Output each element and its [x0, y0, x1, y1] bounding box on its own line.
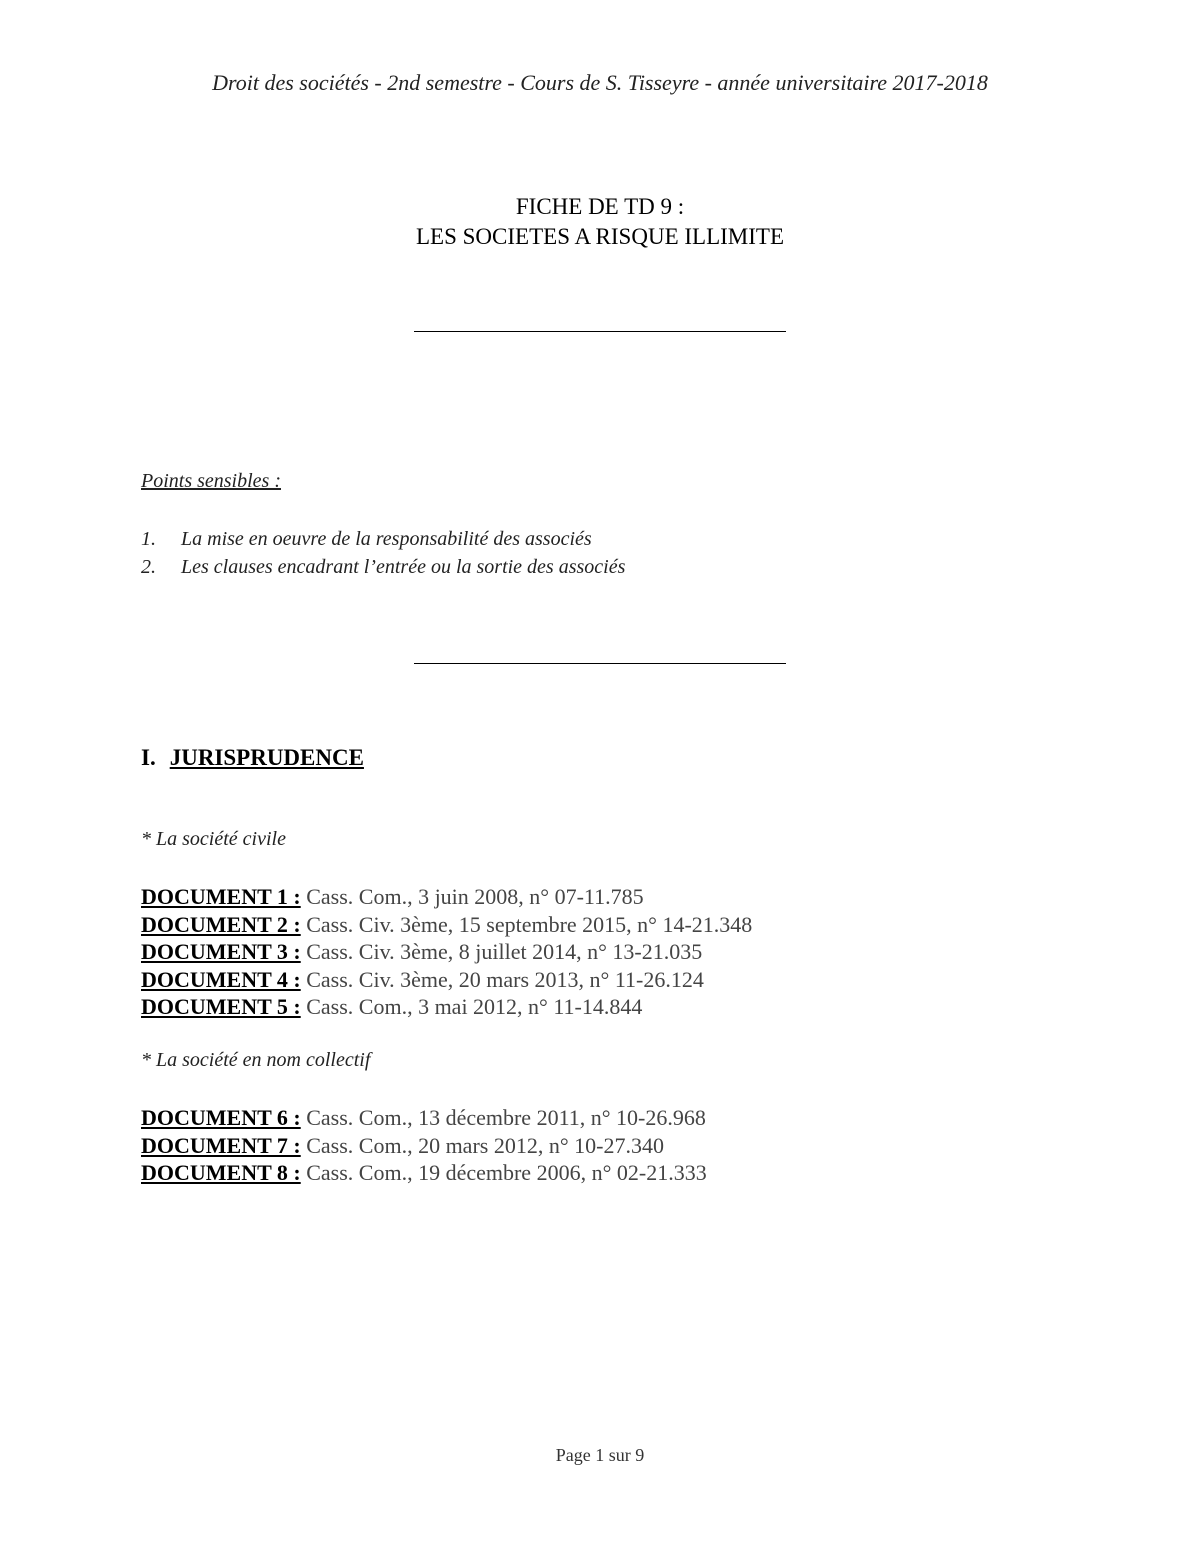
- title-line-2: LES SOCIETES A RISQUE ILLIMITE: [416, 224, 784, 249]
- divider-top: [414, 331, 786, 332]
- running-header: Droit des sociétés - 2nd semestre - Cours de S. Tisseyre - année universitaire 2017-2018: [212, 70, 988, 95]
- document-label: DOCUMENT 2 :: [141, 911, 301, 937]
- document-item: [141, 1104, 707, 1132]
- document-reference: Cass. Civ. 3ème, 20 mars 2013, n° 11-26.124: [300, 966, 704, 992]
- list-item: [141, 553, 625, 581]
- document-list-societe-civile: [141, 883, 752, 1021]
- document-reference: Cass. Com., 3 juin 2008, n° 07-11.785: [300, 884, 644, 909]
- section-number: I.: [141, 745, 156, 770]
- document-reference: Cass. Civ. 3ème, 15 septembre 2015, n° 14-21.348: [300, 911, 753, 937]
- section-label: JURISPRUDENCE: [169, 745, 364, 770]
- title-line-1: FICHE DE TD 9 :: [515, 194, 685, 219]
- list-item: [141, 525, 625, 553]
- list-item-number: 1.: [141, 528, 156, 550]
- page-title: [0, 192, 1200, 252]
- list-item-text: Les clauses encadrant l’entrée ou la sortie des associés: [181, 556, 626, 578]
- document-reference: Cass. Com., 19 décembre 2006, n° 02-21.333: [300, 1160, 707, 1185]
- document-item: [141, 1132, 707, 1160]
- document-reference: Cass. Civ. 3ème, 8 juillet 2014, n° 13-21.035: [300, 939, 703, 964]
- document-item: [141, 938, 752, 966]
- document-item: [141, 966, 752, 994]
- document-label: DOCUMENT 7 :: [141, 1132, 301, 1158]
- document-label: DOCUMENT 3 :: [141, 939, 301, 964]
- document-reference: Cass. Com., 20 mars 2012, n° 10-27.340: [300, 1132, 664, 1158]
- list-item-text: La mise en oeuvre de la responsabilité des associés: [181, 528, 592, 550]
- document-label: DOCUMENT 8 :: [141, 1160, 301, 1185]
- document-item: [141, 993, 752, 1021]
- group-heading-societe-civile: * La société civile: [141, 828, 286, 850]
- section-heading: [141, 745, 364, 771]
- document-item: [141, 883, 752, 911]
- document-list-societe-en-nom-collectif: [141, 1104, 707, 1187]
- group-heading-societe-en-nom-collectif: * La société en nom collectif: [141, 1049, 371, 1071]
- page-number-footer: Page 1 sur 9: [555, 1445, 645, 1465]
- document-label: DOCUMENT 6 :: [141, 1105, 301, 1130]
- document-label: DOCUMENT 1 :: [141, 884, 301, 909]
- divider-bottom: [414, 663, 786, 664]
- points-sensibles-list: [141, 525, 625, 581]
- document-reference: Cass. Com., 13 décembre 2011, n° 10-26.968: [300, 1105, 706, 1130]
- document-reference: Cass. Com., 3 mai 2012, n° 11-14.844: [300, 994, 643, 1019]
- document-label: DOCUMENT 5 :: [141, 994, 301, 1019]
- points-sensibles-label: Points sensibles :: [141, 470, 281, 492]
- list-item-number: 2.: [141, 556, 156, 578]
- document-item: [141, 1159, 707, 1187]
- document-label: DOCUMENT 4 :: [141, 966, 301, 992]
- document-item: [141, 911, 752, 939]
